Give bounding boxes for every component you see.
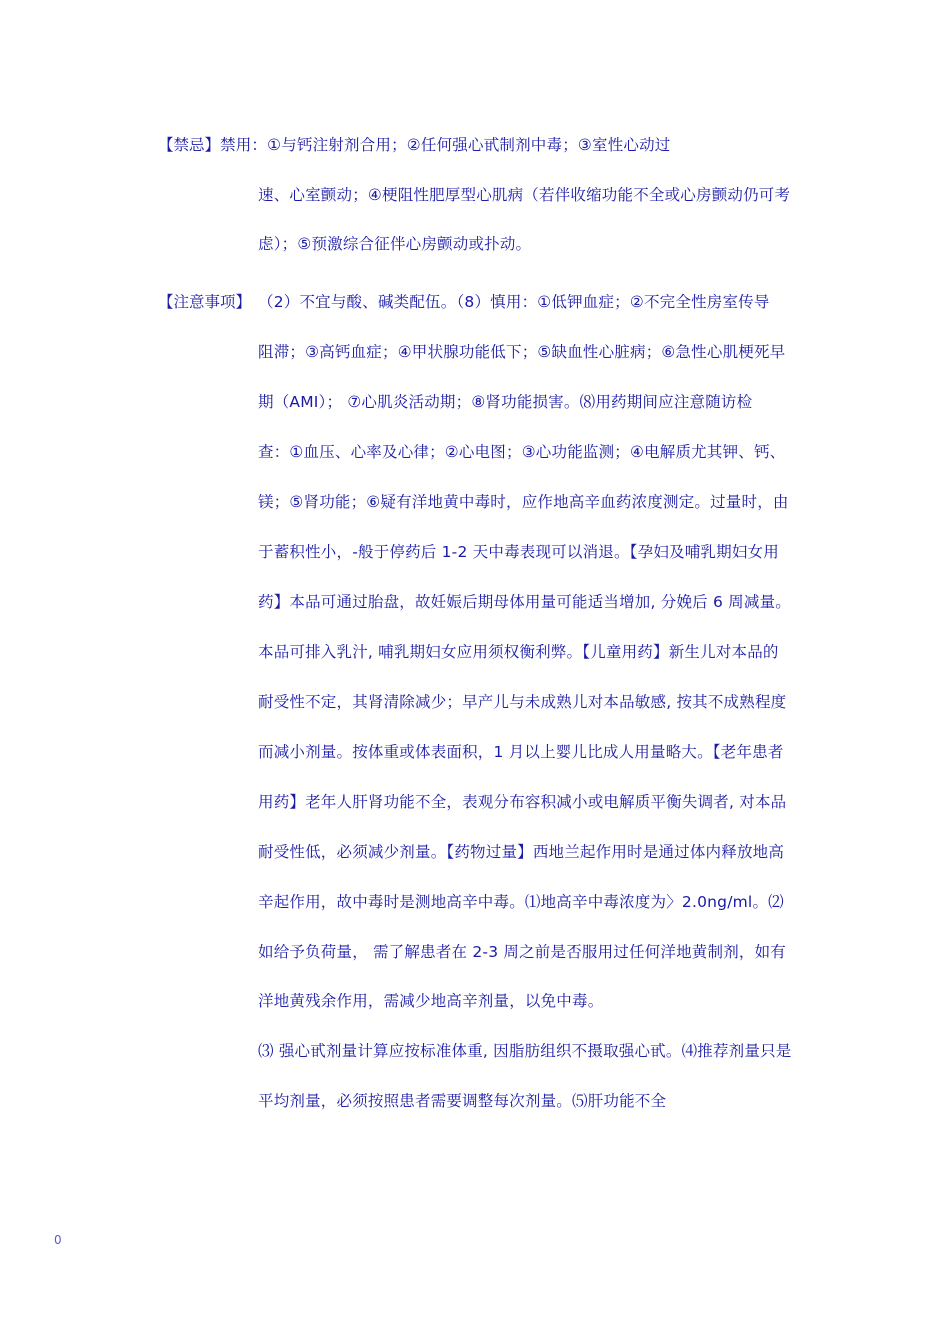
precautions-line: 阻滞；③高钙血症；④甲状腺功能低下；⑤缺血性心脏病；⑥急性心肌梗死早 (258, 343, 786, 361)
contraindications-line: 速、心室颤动；④梗阻性肥厚型心肌病（若伴收缩功能不全或心房颤动仍可考 (258, 186, 791, 204)
precautions-line: 洋地黄残余作用，需减少地高辛剂量，以免中毒。 (258, 992, 604, 1010)
contraindications-line: 禁用：①与钙注射剂合用；②任何强心甙制剂中毒；③室性心动过 (220, 136, 671, 154)
precautions-line: 耐受性不定，其肾清除减少；早产儿与未成熟儿对本品敏感, 按其不成熟程度 (258, 693, 787, 711)
contraindications-label: 【禁忌】 (158, 136, 221, 154)
precautions-line: 镁；⑤肾功能；⑥疑有洋地黄中毒时，应作地高辛血药浓度测定。过量时，由 (258, 493, 789, 511)
precautions-line: 用药】老年人肝肾功能不全，表观分布容积减小或电解质平衡失调者, 对本品 (258, 793, 787, 811)
precautions-line: 而减小剂量。按体重或体表面积，1 月以上婴儿比成人用量略大。【老年患者 (258, 743, 784, 761)
precautions-line: 于蓄积性小，-般于停药后 1-2 天中毒表现可以消退。【孕妇及哺乳期妇女用 (258, 543, 779, 561)
precautions-line: ⑶ 强心甙剂量计算应按标准体重, 因脂肪组织不摄取强心甙。⑷推荐剂量只是 (258, 1042, 792, 1060)
precautions-line: 药】本品可通过胎盘，故妊娠后期母体用量可能适当增加, 分娩后 6 周减量。 (258, 593, 791, 611)
contraindications-line: 虑）；⑤预激综合征伴心房颤动或扑动。 (258, 235, 532, 253)
precautions-line: 如给予负荷量， 需了解患者在 2-3 周之前是否服用过任何洋地黄制剂，如有 (258, 943, 786, 961)
precautions-line: 耐受性低，必须减少剂量。【药物过量】西地兰起作用时是通过体内释放地高 (258, 843, 785, 861)
precautions-line: 平均剂量，必须按照患者需要调整每次剂量。⑸肝功能不全 (258, 1092, 667, 1110)
precautions-label: 【注意事项】 (158, 293, 252, 311)
page-number: 0 (54, 1233, 62, 1247)
precautions-line: 本品可排入乳汁, 哺乳期妇女应用须权衡利弊。【儿童用药】新生儿对本品的 (258, 643, 779, 661)
precautions-line: 期（AMI）； ⑦心肌炎活动期；⑧肾功能损害。⑻用药期间应注意随访检 (258, 393, 753, 411)
precautions-line: （2）不宜与酸、碱类配伍。（8）慎用：①低钾血症；②不完全性房室传导 (258, 293, 770, 311)
precautions-line: 查：①血压、心率及心律；②心电图；③心功能监测；④电解质尤其钾、钙、 (258, 443, 786, 461)
precautions-line: 辛起作用，故中毒时是测地高辛中毒。⑴地高辛中毒浓度为〉2.0ng/ml。⑵ (258, 893, 784, 911)
